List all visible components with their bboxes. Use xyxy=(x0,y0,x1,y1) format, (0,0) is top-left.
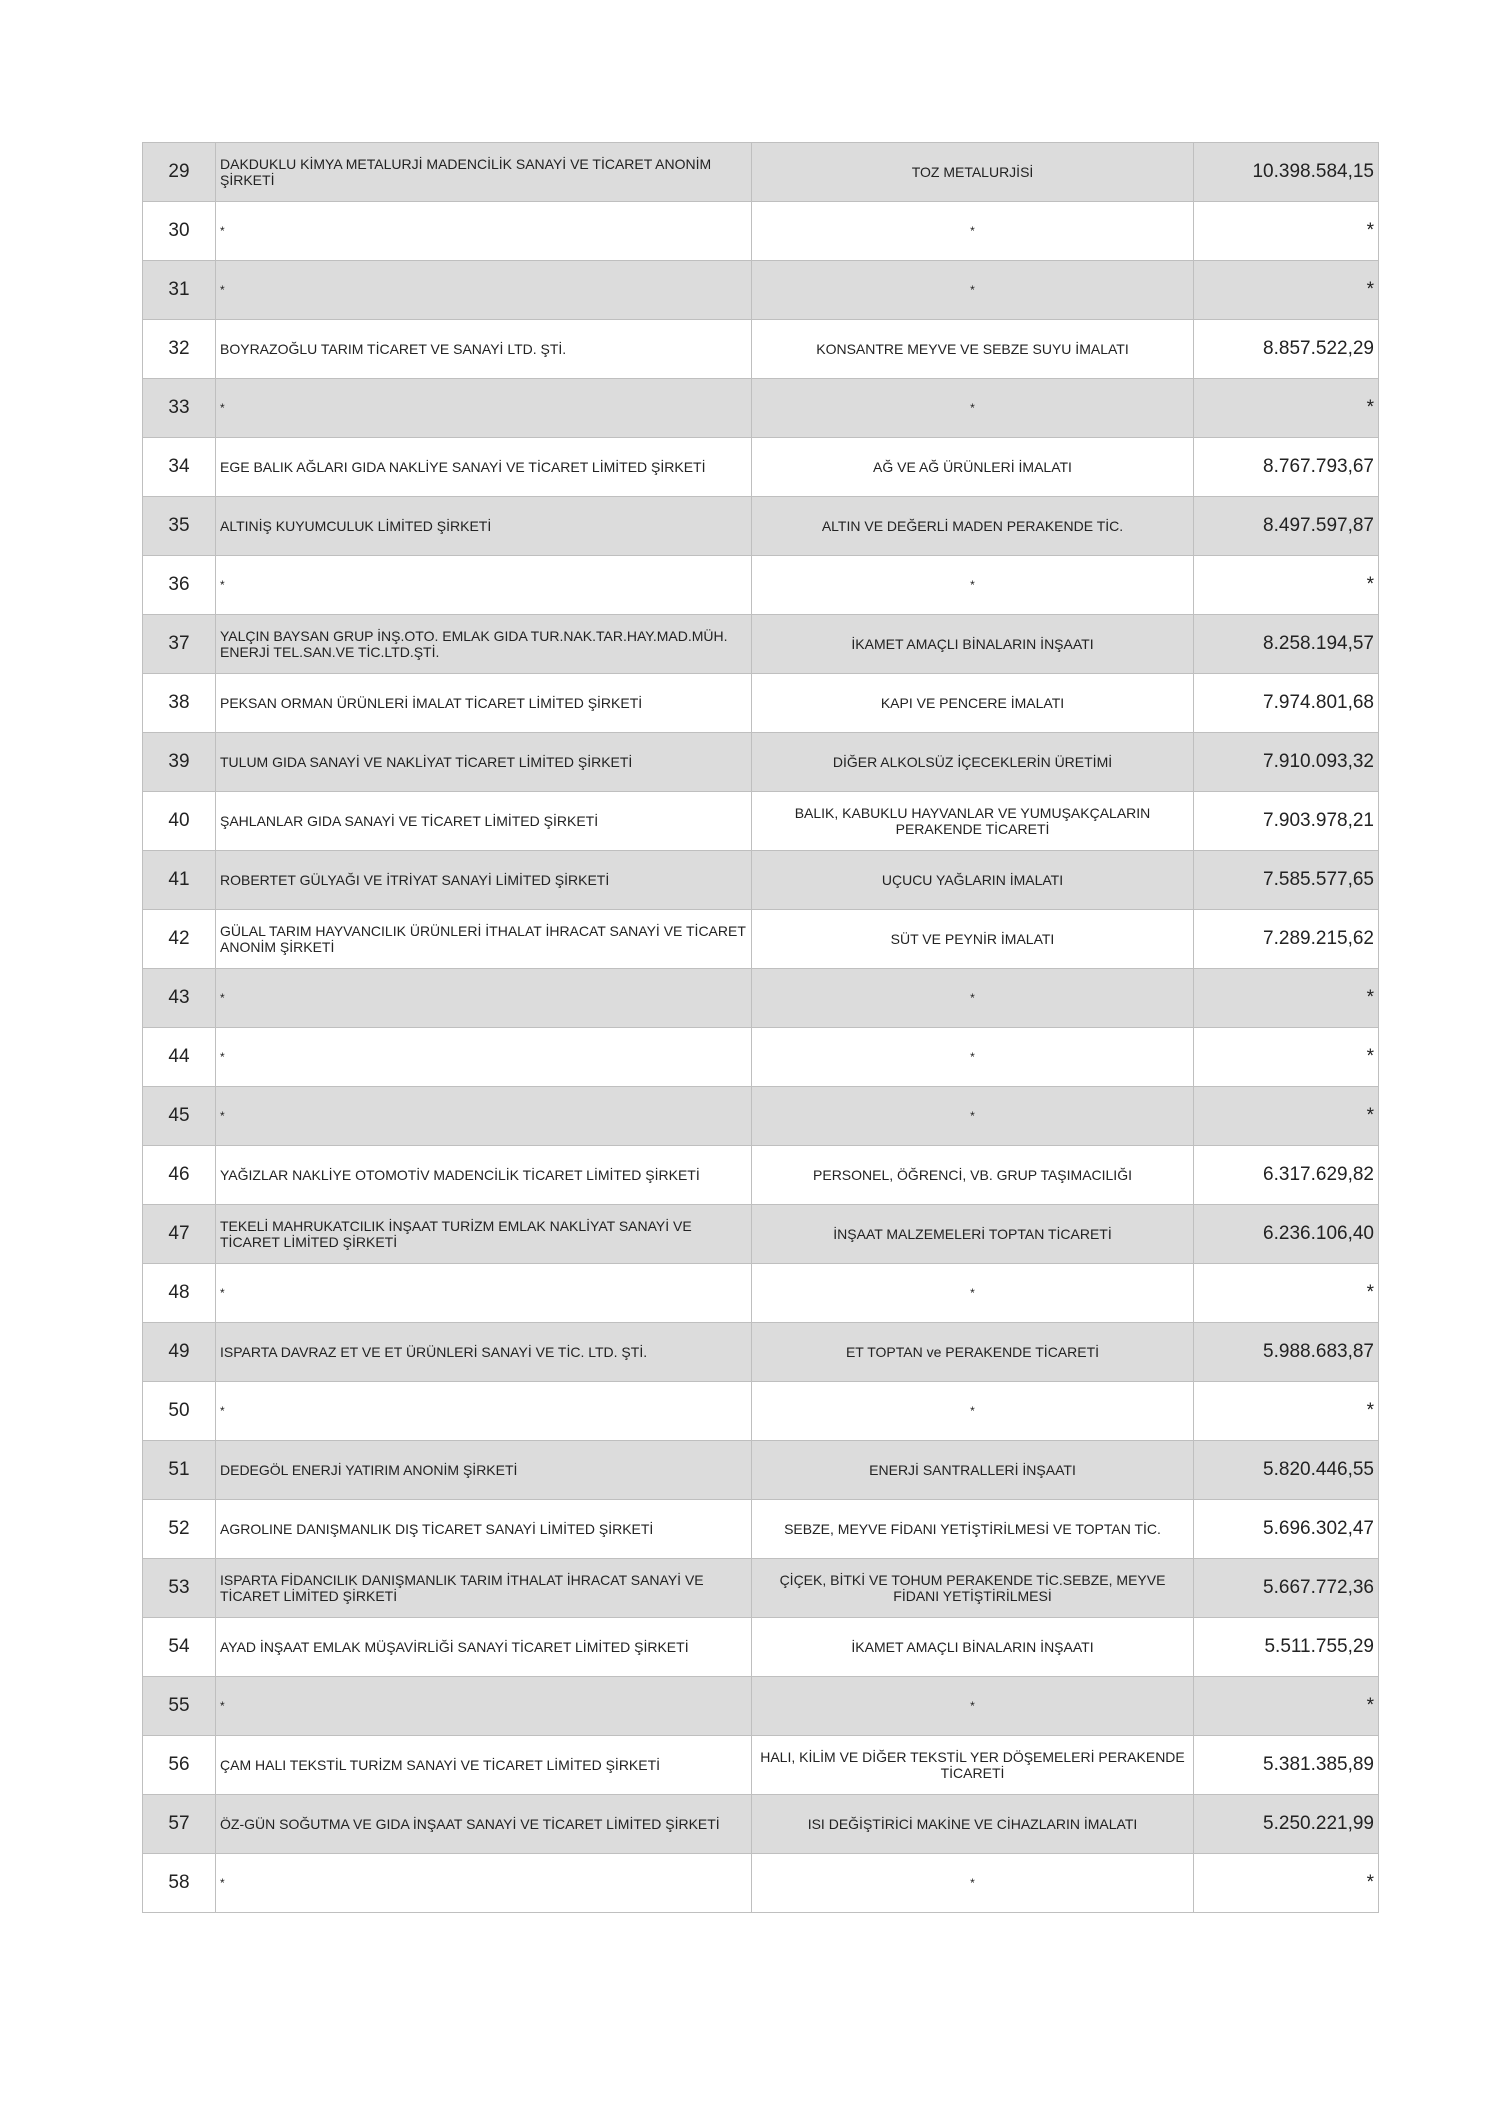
row-number-cell: 41 xyxy=(143,851,216,910)
amount-cell: * xyxy=(1194,261,1379,320)
row-number-cell: 58 xyxy=(143,1854,216,1913)
company-name-cell: ISPARTA DAVRAZ ET VE ET ÜRÜNLERİ SANAYİ VE TİC. LTD. ŞTİ. xyxy=(216,1323,752,1382)
amount-cell: 7.903.978,21 xyxy=(1194,792,1379,851)
amount-cell: 6.317.629,82 xyxy=(1194,1146,1379,1205)
company-name-cell: DEDEGÖL ENERJİ YATIRIM ANONİM ŞİRKETİ xyxy=(216,1441,752,1500)
company-name-cell: * xyxy=(216,1382,752,1441)
company-name-cell: ÇAM HALI TEKSTİL TURİZM SANAYİ VE TİCARET LİMİTED ŞİRKETİ xyxy=(216,1736,752,1795)
amount-cell: * xyxy=(1194,379,1379,438)
row-number-cell: 35 xyxy=(143,497,216,556)
table-row xyxy=(143,792,1379,851)
amount-cell: 8.258.194,57 xyxy=(1194,615,1379,674)
row-number-cell: 30 xyxy=(143,202,216,261)
activity-cell: KAPI VE PENCERE İMALATI xyxy=(752,674,1194,733)
activity-cell: * xyxy=(752,1028,1194,1087)
table-row xyxy=(143,910,1379,969)
amount-cell: 8.857.522,29 xyxy=(1194,320,1379,379)
activity-cell: ISI DEĞİŞTİRİCİ MAKİNE VE CİHAZLARIN İMALATI xyxy=(752,1795,1194,1854)
activity-cell: * xyxy=(752,261,1194,320)
amount-cell: 10.398.584,15 xyxy=(1194,143,1379,202)
amount-cell: * xyxy=(1194,1264,1379,1323)
table-row xyxy=(143,261,1379,320)
amount-cell: * xyxy=(1194,1854,1379,1913)
table-row xyxy=(143,556,1379,615)
activity-cell: PERSONEL, ÖĞRENCİ, VB. GRUP TAŞIMACILIĞI xyxy=(752,1146,1194,1205)
amount-cell: * xyxy=(1194,202,1379,261)
row-number-cell: 29 xyxy=(143,143,216,202)
activity-cell: * xyxy=(752,969,1194,1028)
amount-cell: 6.236.106,40 xyxy=(1194,1205,1379,1264)
row-number-cell: 52 xyxy=(143,1500,216,1559)
activity-cell: SÜT VE PEYNİR İMALATI xyxy=(752,910,1194,969)
amount-cell: 7.910.093,32 xyxy=(1194,733,1379,792)
company-name-cell: * xyxy=(216,1677,752,1736)
amount-cell: 5.696.302,47 xyxy=(1194,1500,1379,1559)
amount-cell: 5.511.755,29 xyxy=(1194,1618,1379,1677)
table-row xyxy=(143,1441,1379,1500)
activity-cell: HALI, KİLİM VE DİĞER TEKSTİL YER DÖŞEMELERİ PERAKENDE TİCARETİ xyxy=(752,1736,1194,1795)
row-number-cell: 40 xyxy=(143,792,216,851)
table-row xyxy=(143,615,1379,674)
row-number-cell: 42 xyxy=(143,910,216,969)
table-row xyxy=(143,320,1379,379)
activity-cell: * xyxy=(752,1677,1194,1736)
row-number-cell: 51 xyxy=(143,1441,216,1500)
row-number-cell: 46 xyxy=(143,1146,216,1205)
table-row xyxy=(143,1146,1379,1205)
activity-cell: ENERJİ SANTRALLERİ İNŞAATI xyxy=(752,1441,1194,1500)
table-row xyxy=(143,1500,1379,1559)
amount-cell: * xyxy=(1194,1677,1379,1736)
table-row xyxy=(143,674,1379,733)
activity-cell: KONSANTRE MEYVE VE SEBZE SUYU İMALATI xyxy=(752,320,1194,379)
activity-cell: * xyxy=(752,1854,1194,1913)
activity-cell: * xyxy=(752,1264,1194,1323)
company-table xyxy=(142,142,1379,1913)
company-name-cell: * xyxy=(216,261,752,320)
company-name-cell: * xyxy=(216,1087,752,1146)
activity-cell: * xyxy=(752,379,1194,438)
company-name-cell: DAKDUKLU KİMYA METALURJİ MADENCİLİK SANAYİ VE TİCARET ANONİM ŞİRKETİ xyxy=(216,143,752,202)
amount-cell: * xyxy=(1194,1382,1379,1441)
company-name-cell: * xyxy=(216,1854,752,1913)
row-number-cell: 32 xyxy=(143,320,216,379)
activity-cell: * xyxy=(752,1382,1194,1441)
row-number-cell: 54 xyxy=(143,1618,216,1677)
company-name-cell: ÖZ-GÜN SOĞUTMA VE GIDA İNŞAAT SANAYİ VE TİCARET LİMİTED ŞİRKETİ xyxy=(216,1795,752,1854)
table-row xyxy=(143,438,1379,497)
table-row xyxy=(143,1087,1379,1146)
table-row xyxy=(143,143,1379,202)
company-name-cell: AGROLINE DANIŞMANLIK DIŞ TİCARET SANAYİ LİMİTED ŞİRKETİ xyxy=(216,1500,752,1559)
table-row xyxy=(143,851,1379,910)
amount-cell: 5.667.772,36 xyxy=(1194,1559,1379,1618)
activity-cell: AĞ VE AĞ ÜRÜNLERİ İMALATI xyxy=(752,438,1194,497)
table-row xyxy=(143,1028,1379,1087)
activity-cell: İNŞAAT MALZEMELERİ TOPTAN TİCARETİ xyxy=(752,1205,1194,1264)
row-number-cell: 43 xyxy=(143,969,216,1028)
amount-cell: 5.988.683,87 xyxy=(1194,1323,1379,1382)
row-number-cell: 50 xyxy=(143,1382,216,1441)
company-name-cell: * xyxy=(216,202,752,261)
row-number-cell: 45 xyxy=(143,1087,216,1146)
amount-cell: 8.497.597,87 xyxy=(1194,497,1379,556)
amount-cell: 7.974.801,68 xyxy=(1194,674,1379,733)
row-number-cell: 53 xyxy=(143,1559,216,1618)
company-name-cell: GÜLAL TARIM HAYVANCILIK ÜRÜNLERİ İTHALAT İHRACAT SANAYİ VE TİCARET ANONİM ŞİRKETİ xyxy=(216,910,752,969)
amount-cell: 7.585.577,65 xyxy=(1194,851,1379,910)
table-row xyxy=(143,379,1379,438)
company-name-cell: EGE BALIK AĞLARI GIDA NAKLİYE SANAYİ VE TİCARET LİMİTED ŞİRKETİ xyxy=(216,438,752,497)
row-number-cell: 55 xyxy=(143,1677,216,1736)
activity-cell: ALTIN VE DEĞERLİ MADEN PERAKENDE TİC. xyxy=(752,497,1194,556)
table-row xyxy=(143,1205,1379,1264)
table-row xyxy=(143,1677,1379,1736)
company-name-cell: BOYRAZOĞLU TARIM TİCARET VE SANAYİ LTD. ŞTİ. xyxy=(216,320,752,379)
row-number-cell: 38 xyxy=(143,674,216,733)
table-row xyxy=(143,1795,1379,1854)
row-number-cell: 36 xyxy=(143,556,216,615)
table-row xyxy=(143,1323,1379,1382)
row-number-cell: 34 xyxy=(143,438,216,497)
activity-cell: * xyxy=(752,556,1194,615)
row-number-cell: 33 xyxy=(143,379,216,438)
company-name-cell: * xyxy=(216,379,752,438)
company-name-cell: * xyxy=(216,1028,752,1087)
table-row xyxy=(143,497,1379,556)
activity-cell: ÇİÇEK, BİTKİ VE TOHUM PERAKENDE TİC.SEBZE, MEYVE FİDANI YETİŞTİRİLMESİ xyxy=(752,1559,1194,1618)
table-row xyxy=(143,1736,1379,1795)
row-number-cell: 49 xyxy=(143,1323,216,1382)
amount-cell: * xyxy=(1194,1087,1379,1146)
amount-cell: 5.250.221,99 xyxy=(1194,1795,1379,1854)
company-name-cell: * xyxy=(216,556,752,615)
row-number-cell: 57 xyxy=(143,1795,216,1854)
activity-cell: BALIK, KABUKLU HAYVANLAR VE YUMUŞAKÇALARIN PERAKENDE TİCARETİ xyxy=(752,792,1194,851)
company-name-cell: TEKELİ MAHRUKATCILIK İNŞAAT TURİZM EMLAK NAKLİYAT SANAYİ VE TİCARET LİMİTED ŞİRKETİ xyxy=(216,1205,752,1264)
row-number-cell: 56 xyxy=(143,1736,216,1795)
table-row xyxy=(143,1382,1379,1441)
table-row xyxy=(143,1559,1379,1618)
activity-cell: SEBZE, MEYVE FİDANI YETİŞTİRİLMESİ VE TOPTAN TİC. xyxy=(752,1500,1194,1559)
amount-cell: 5.381.385,89 xyxy=(1194,1736,1379,1795)
activity-cell: TOZ METALURJİSİ xyxy=(752,143,1194,202)
company-name-cell: YALÇIN BAYSAN GRUP İNŞ.OTO. EMLAK GIDA TUR.NAK.TAR.HAY.MAD.MÜH. ENERJİ TEL.SAN.VE TİC.LTD.ŞTİ. xyxy=(216,615,752,674)
company-name-cell: ISPARTA FİDANCILIK DANIŞMANLIK TARIM İTHALAT İHRACAT SANAYİ VE TİCARET LİMİTED ŞİRKETİ xyxy=(216,1559,752,1618)
activity-cell: DİĞER ALKOLSÜZ İÇECEKLERİN ÜRETİMİ xyxy=(752,733,1194,792)
company-name-cell: ROBERTET GÜLYAĞI VE İTRİYAT SANAYİ LİMİTED ŞİRKETİ xyxy=(216,851,752,910)
activity-cell: ET TOPTAN ve PERAKENDE TİCARETİ xyxy=(752,1323,1194,1382)
amount-cell: 7.289.215,62 xyxy=(1194,910,1379,969)
activity-cell: * xyxy=(752,1087,1194,1146)
table-row xyxy=(143,969,1379,1028)
activity-cell: * xyxy=(752,202,1194,261)
company-name-cell: YAĞIZLAR NAKLİYE OTOMOTİV MADENCİLİK TİCARET LİMİTED ŞİRKETİ xyxy=(216,1146,752,1205)
table-row xyxy=(143,1264,1379,1323)
company-name-cell: TULUM GIDA SANAYİ VE NAKLİYAT TİCARET LİMİTED ŞİRKETİ xyxy=(216,733,752,792)
amount-cell: * xyxy=(1194,969,1379,1028)
row-number-cell: 47 xyxy=(143,1205,216,1264)
row-number-cell: 48 xyxy=(143,1264,216,1323)
company-name-cell: PEKSAN ORMAN ÜRÜNLERİ İMALAT TİCARET LİMİTED ŞİRKETİ xyxy=(216,674,752,733)
table-row xyxy=(143,733,1379,792)
row-number-cell: 39 xyxy=(143,733,216,792)
amount-cell: 5.820.446,55 xyxy=(1194,1441,1379,1500)
amount-cell: 8.767.793,67 xyxy=(1194,438,1379,497)
row-number-cell: 44 xyxy=(143,1028,216,1087)
amount-cell: * xyxy=(1194,556,1379,615)
row-number-cell: 37 xyxy=(143,615,216,674)
company-name-cell: * xyxy=(216,1264,752,1323)
table-row xyxy=(143,1618,1379,1677)
row-number-cell: 31 xyxy=(143,261,216,320)
company-name-cell: * xyxy=(216,969,752,1028)
activity-cell: UÇUCU YAĞLARIN İMALATI xyxy=(752,851,1194,910)
activity-cell: İKAMET AMAÇLI BİNALARIN İNŞAATI xyxy=(752,615,1194,674)
company-name-cell: AYAD İNŞAAT EMLAK MÜŞAVİRLİĞİ SANAYİ TİCARET LİMİTED ŞİRKETİ xyxy=(216,1618,752,1677)
company-name-cell: ALTINİŞ KUYUMCULUK LİMİTED ŞİRKETİ xyxy=(216,497,752,556)
table-row xyxy=(143,202,1379,261)
company-table-body xyxy=(143,143,1379,1913)
amount-cell: * xyxy=(1194,1028,1379,1087)
company-name-cell: ŞAHLANLAR GIDA SANAYİ VE TİCARET LİMİTED ŞİRKETİ xyxy=(216,792,752,851)
activity-cell: İKAMET AMAÇLI BİNALARIN İNŞAATI xyxy=(752,1618,1194,1677)
table-row xyxy=(143,1854,1379,1913)
